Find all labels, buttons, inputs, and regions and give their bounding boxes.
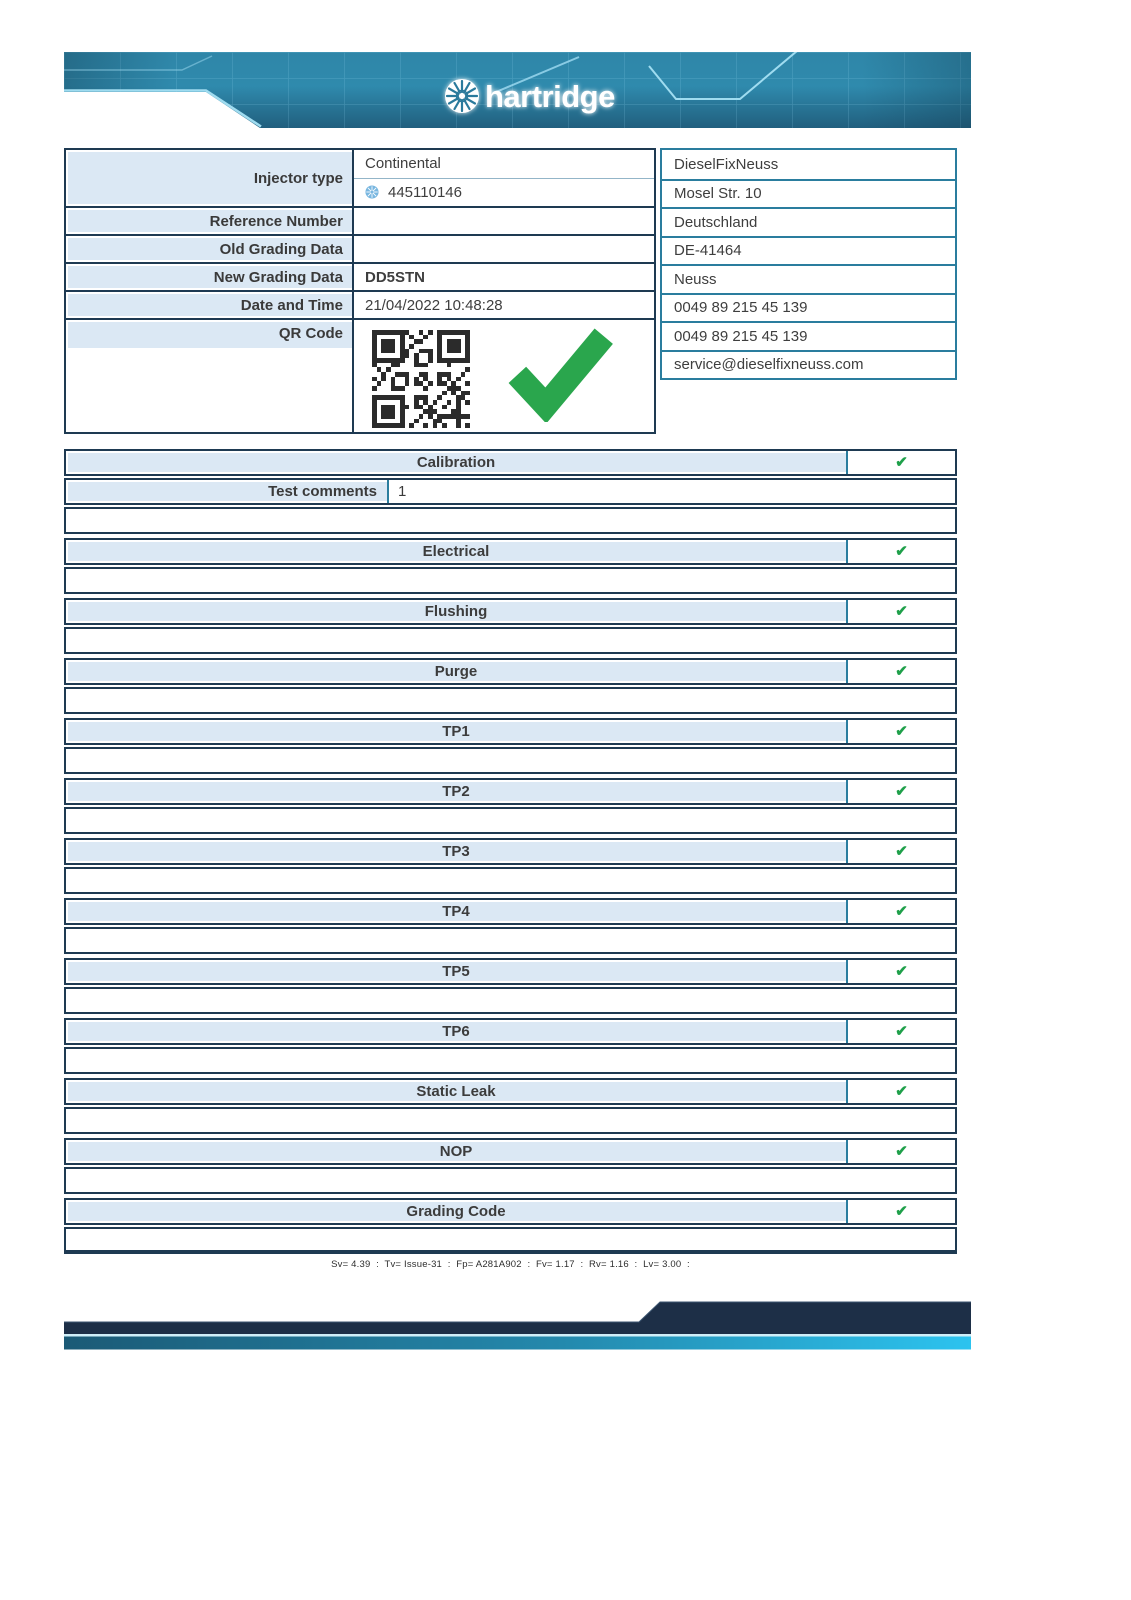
qr-code-image: [372, 330, 470, 428]
workshop-row: 0049 89 215 45 139: [662, 293, 955, 322]
test-check-cell: [848, 780, 955, 803]
test-section-purge: [64, 658, 957, 714]
spacer-row: [64, 807, 957, 834]
test-title: TP2: [66, 780, 848, 803]
test-section-tp6: [64, 1018, 957, 1074]
wheel-logo-icon: [445, 79, 479, 113]
injector-info-table: [64, 148, 656, 434]
test-results: [64, 449, 957, 1258]
test-title-row: [64, 898, 957, 925]
test-title-row: [64, 838, 957, 865]
test-title: Flushing: [66, 600, 848, 623]
test-section-static-leak: [64, 1078, 957, 1134]
test-title-row: [64, 718, 957, 745]
check-icon: ✔: [895, 783, 908, 800]
reference-number-label: Reference Number: [66, 208, 354, 234]
test-section-nop: [64, 1138, 957, 1194]
workshop-row: 0049 89 215 45 139: [662, 321, 955, 350]
test-check-cell: [848, 540, 955, 563]
date-time-value: 21/04/2022 10:48:28: [354, 292, 654, 318]
workshop-row: Deutschland: [662, 207, 955, 236]
version-line: Sv= 4.39 : Tv= Issue-31 : Fp= A281A902 : Fv= 1.17 : Rv= 1.16 : Lv= 3.00 :: [331, 1259, 690, 1270]
test-check-cell: [848, 1200, 955, 1223]
qr-code-cell: [354, 320, 654, 432]
test-section-tp5: [64, 958, 957, 1014]
check-icon: ✔: [895, 454, 908, 471]
test-check-cell: [848, 660, 955, 683]
test-section-tp3: [64, 838, 957, 894]
spacer-row: [64, 987, 957, 1014]
test-title: TP4: [66, 900, 848, 923]
qr-code-label: QR Code: [66, 320, 354, 432]
hartridge-logo: [445, 79, 615, 114]
injector-type-label: Injector type: [66, 150, 354, 206]
test-title: Purge: [66, 660, 848, 683]
spacer-row: [64, 687, 957, 714]
bottom-teal-bar: [64, 1337, 971, 1350]
injector-make-value: Continental: [354, 150, 654, 178]
test-title-row: [64, 1198, 957, 1225]
test-title-row: [64, 778, 957, 805]
bottom-hairline: [64, 1334, 971, 1337]
bottom-dark-bar: [64, 1302, 971, 1334]
workshop-row: service@dieselfixneuss.com: [662, 350, 955, 379]
injector-wheel-icon: [365, 185, 379, 199]
reference-number-value: [354, 208, 654, 234]
test-comments-value: 1: [389, 480, 955, 503]
test-title: NOP: [66, 1140, 848, 1163]
spacer-row: [64, 927, 957, 954]
test-check-cell: [848, 600, 955, 623]
test-title-row: [64, 1078, 957, 1105]
test-check-cell: [848, 1080, 955, 1103]
test-title: Grading Code: [66, 1200, 848, 1223]
check-icon: ✔: [895, 723, 908, 740]
test-section-calibration: [64, 449, 957, 534]
table-row: [66, 234, 654, 262]
test-title: TP6: [66, 1020, 848, 1043]
test-check-cell: [848, 720, 955, 743]
spacer-row: [64, 567, 957, 594]
spacer-row: [64, 1227, 957, 1254]
workshop-row: DE-41464: [662, 236, 955, 265]
check-icon: ✔: [895, 1083, 908, 1100]
test-check-cell: [848, 900, 955, 923]
injector-info-section: [64, 148, 957, 434]
qr-valid-check-icon: [506, 322, 614, 422]
test-title: TP3: [66, 840, 848, 863]
table-row: [66, 206, 654, 234]
test-title-row: [64, 658, 957, 685]
test-check-cell: [848, 1020, 955, 1043]
test-title-row: [64, 1018, 957, 1045]
table-row: [66, 150, 654, 206]
test-title-row: [64, 1138, 957, 1165]
spacer-row: [64, 747, 957, 774]
test-comments-label: Test comments: [66, 480, 389, 503]
spacer-row: [64, 1167, 957, 1194]
spacer-row: [64, 1047, 957, 1074]
spacer-row: [64, 867, 957, 894]
test-section-tp4: [64, 898, 957, 954]
bottom-banner: [64, 1296, 971, 1354]
check-icon: ✔: [895, 1023, 908, 1040]
test-comments-row: [64, 478, 957, 505]
test-check-cell: [848, 840, 955, 863]
table-row: [66, 262, 654, 290]
test-section-grading-code: [64, 1198, 957, 1254]
workshop-row: Neuss: [662, 264, 955, 293]
check-icon: ✔: [895, 843, 908, 860]
test-title: Calibration: [66, 451, 848, 474]
test-title-row: [64, 449, 957, 476]
check-icon: ✔: [895, 1203, 908, 1220]
workshop-row: Mosel Str. 10: [662, 179, 955, 208]
date-time-label: Date and Time: [66, 292, 354, 318]
spacer-row: [64, 507, 957, 534]
check-icon: ✔: [895, 903, 908, 920]
test-check-cell: [848, 451, 955, 474]
check-icon: ✔: [895, 1143, 908, 1160]
workshop-table: [660, 148, 957, 380]
new-grading-value: DD5STN: [354, 264, 654, 290]
brand-text: hartridge: [485, 79, 615, 114]
old-grading-label: Old Grading Data: [66, 236, 354, 262]
test-check-cell: [848, 960, 955, 983]
table-row: [66, 318, 654, 432]
test-title-row: [64, 538, 957, 565]
test-check-cell: [848, 1140, 955, 1163]
test-title: TP5: [66, 960, 848, 983]
workshop-row: DieselFixNeuss: [674, 155, 779, 173]
header-banner: [64, 52, 971, 128]
test-section-electrical: [64, 538, 957, 594]
test-title: Electrical: [66, 540, 848, 563]
old-grading-value: [354, 236, 654, 262]
test-title: TP1: [66, 720, 848, 743]
test-title-row: [64, 598, 957, 625]
test-section-flushing: [64, 598, 957, 654]
test-title: Static Leak: [66, 1080, 848, 1103]
table-row: [66, 290, 654, 318]
check-icon: ✔: [895, 603, 908, 620]
test-title-row: [64, 958, 957, 985]
check-icon: ✔: [895, 663, 908, 680]
new-grading-label: New Grading Data: [66, 264, 354, 290]
spacer-row: [64, 1107, 957, 1134]
test-section-tp1: [64, 718, 957, 774]
check-icon: ✔: [895, 963, 908, 980]
injector-type-values: [354, 150, 654, 206]
test-section-tp2: [64, 778, 957, 834]
check-icon: ✔: [895, 543, 908, 560]
spacer-row: [64, 627, 957, 654]
injector-number-value: 445110146: [388, 183, 462, 201]
